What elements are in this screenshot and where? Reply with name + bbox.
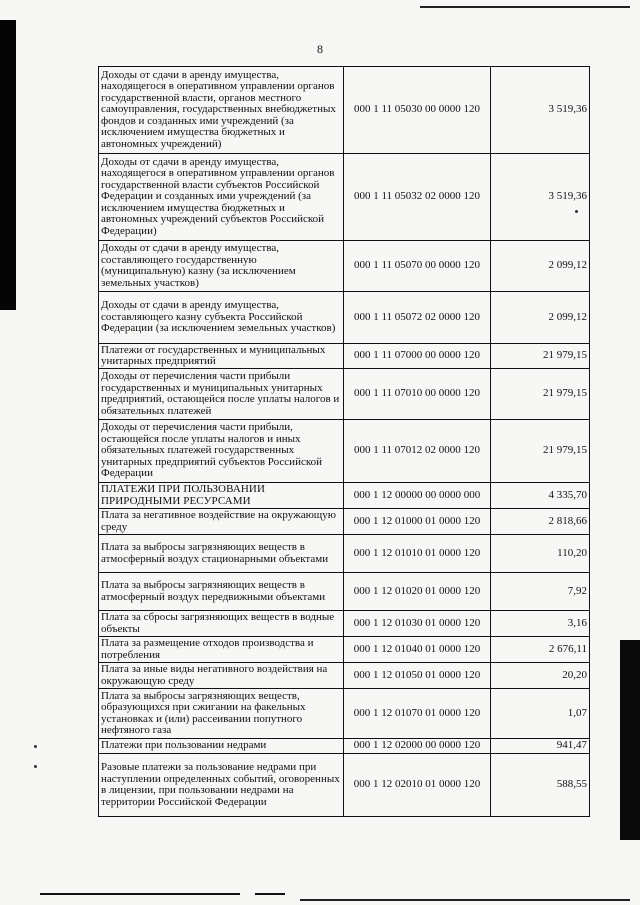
row-amount: 941,47 bbox=[491, 739, 590, 754]
row-code: 000 1 12 01050 01 0000 120 bbox=[344, 663, 491, 689]
row-amount: 7,92 bbox=[491, 573, 590, 611]
scan-line-bottom-right bbox=[300, 899, 630, 901]
table-row bbox=[99, 535, 590, 573]
table-row bbox=[99, 369, 590, 420]
scan-speck bbox=[34, 745, 37, 748]
row-code: 000 1 12 01040 01 0000 120 bbox=[344, 637, 491, 663]
row-code: 000 1 11 05072 02 0000 120 bbox=[344, 292, 491, 344]
row-name: Плата за выбросы загрязняющих веществ в атмосферный воздух передвижными объектами bbox=[99, 573, 344, 611]
row-code: 000 1 12 02000 00 0000 120 bbox=[344, 739, 491, 754]
row-amount: 3,16 bbox=[491, 611, 590, 637]
row-code: 000 1 12 02010 01 0000 120 bbox=[344, 754, 491, 817]
page-number: 8 bbox=[317, 42, 323, 56]
table-row bbox=[99, 739, 590, 754]
row-amount: 2 099,12 bbox=[491, 292, 590, 344]
table-row bbox=[99, 637, 590, 663]
row-amount: 588,55 bbox=[491, 754, 590, 817]
table-row bbox=[99, 154, 590, 241]
row-code: 000 1 12 00000 00 0000 000 bbox=[344, 483, 491, 509]
row-name: Плата за сбросы загрязняющих веществ в водные объекты bbox=[99, 611, 344, 637]
row-name: Плата за выбросы загрязняющих веществ в атмосферный воздух стационарными объектами bbox=[99, 535, 344, 573]
row-amount: 3 519,36 bbox=[491, 154, 590, 241]
row-amount: 21 979,15 bbox=[491, 420, 590, 483]
table-row bbox=[99, 241, 590, 292]
scan-speck bbox=[34, 765, 37, 768]
row-code: 000 1 11 07000 00 0000 120 bbox=[344, 344, 491, 369]
row-amount: 3 519,36 bbox=[491, 67, 590, 154]
row-code: 000 1 12 01010 01 0000 120 bbox=[344, 535, 491, 573]
scan-line-top bbox=[420, 6, 630, 8]
row-name: Плата за негативное воздействие на окружающую среду bbox=[99, 509, 344, 535]
table-row bbox=[99, 483, 590, 509]
scan-line-bottom-short bbox=[255, 893, 285, 895]
row-amount: 110,20 bbox=[491, 535, 590, 573]
row-amount: 21 979,15 bbox=[491, 344, 590, 369]
table-row bbox=[99, 754, 590, 817]
row-name: ПЛАТЕЖИ ПРИ ПОЛЬЗОВАНИИ ПРИРОДНЫМИ РЕСУРСАМИ bbox=[99, 483, 344, 509]
row-name: Доходы от сдачи в аренду имущества, находящегося в оперативном управлении органов государственной власти субъектов Российской Федерации и созданных ими учреждений (за исключением имущества бюджетных и автономных учреждений субъектов Российской Федерации) bbox=[99, 154, 344, 241]
row-amount: 2 818,66 bbox=[491, 509, 590, 535]
row-code: 000 1 11 07012 02 0000 120 bbox=[344, 420, 491, 483]
table-row bbox=[99, 611, 590, 637]
row-amount: 4 335,70 bbox=[491, 483, 590, 509]
row-amount: 2 099,12 bbox=[491, 241, 590, 292]
row-name: Доходы от сдачи в аренду имущества, составляющего государственную (муниципальную) казну (за исключением земельных участков) bbox=[99, 241, 344, 292]
row-code: 000 1 12 01020 01 0000 120 bbox=[344, 573, 491, 611]
row-name: Доходы от перечисления части прибыли государственных и муниципальных унитарных предприятий, остающейся после уплаты налогов и обязательных платежей bbox=[99, 369, 344, 420]
row-code: 000 1 11 05032 02 0000 120 bbox=[344, 154, 491, 241]
table-row bbox=[99, 344, 590, 369]
scan-edge-right bbox=[620, 640, 640, 840]
row-name: Плата за размещение отходов производства и потребления bbox=[99, 637, 344, 663]
row-amount: 20,20 bbox=[491, 663, 590, 689]
row-amount: 2 676,11 bbox=[491, 637, 590, 663]
row-name: Платежи от государственных и муниципальных унитарных предприятий bbox=[99, 344, 344, 369]
budget-table bbox=[98, 66, 590, 817]
row-code: 000 1 12 01030 01 0000 120 bbox=[344, 611, 491, 637]
row-name: Доходы от сдачи в аренду имущества, составляющего казну субъекта Российской Федерации (за исключением земельных участков) bbox=[99, 292, 344, 344]
table-row bbox=[99, 292, 590, 344]
row-name: Платежи при пользовании недрами bbox=[99, 739, 344, 754]
table-row bbox=[99, 573, 590, 611]
row-code: 000 1 11 05030 00 0000 120 bbox=[344, 67, 491, 154]
row-code: 000 1 11 05070 00 0000 120 bbox=[344, 241, 491, 292]
row-name: Плата за иные виды негативного воздействия на окружающую среду bbox=[99, 663, 344, 689]
row-code: 000 1 11 07010 00 0000 120 bbox=[344, 369, 491, 420]
row-amount: 1,07 bbox=[491, 689, 590, 739]
row-code: 000 1 12 01070 01 0000 120 bbox=[344, 689, 491, 739]
table-row bbox=[99, 689, 590, 739]
table-row bbox=[99, 509, 590, 535]
table-row bbox=[99, 67, 590, 154]
row-name: Разовые платежи за пользование недрами при наступлении определенных событий, оговоренных в лицензии, при пользовании недрами на территории Российской Федерации bbox=[99, 754, 344, 817]
scan-line-bottom bbox=[40, 893, 240, 895]
row-name: Доходы от перечисления части прибыли, остающейся после уплаты налогов и иных обязательных платежей государственных унитарных предприятий субъектов Российской Федерации bbox=[99, 420, 344, 483]
table-row bbox=[99, 420, 590, 483]
row-name: Плата за выбросы загрязняющих веществ, образующихся при сжигании на факельных установках и (или) рассеивании попутного нефтяного газа bbox=[99, 689, 344, 739]
row-code: 000 1 12 01000 01 0000 120 bbox=[344, 509, 491, 535]
table-row bbox=[99, 663, 590, 689]
scan-edge-left bbox=[0, 20, 16, 310]
row-amount: 21 979,15 bbox=[491, 369, 590, 420]
row-name: Доходы от сдачи в аренду имущества, находящегося в оперативном управлении органов государственной власти, органов местного самоуправления, государственных внебюджетных фондов и созданных ими учреждений (за исключением имущества бюджетных и автономных учреждений) bbox=[99, 67, 344, 154]
